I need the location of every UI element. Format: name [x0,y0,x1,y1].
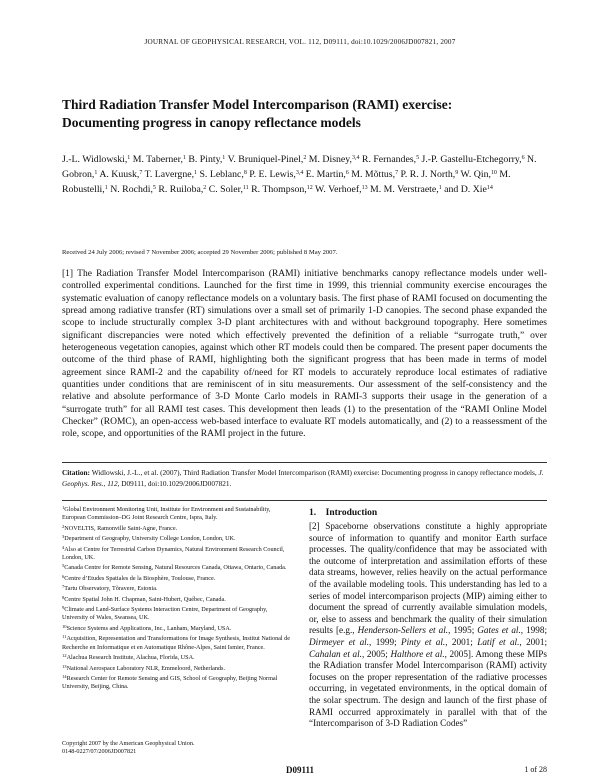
footnote-text: Also at Centre for Terrestrial Carbon Dynamics, Natural Environment Research Council, London, UK. [62,545,285,562]
author-affiliation-mark: 6 [345,169,349,176]
author-name: P. E. Lewis, [249,168,296,180]
footnote-text: Global Environment Monitoring Unit, Institute for Environment and Sustainability, European Commission–DG Joint Research Centre, Ispra, Italy. [62,506,271,522]
section-heading-introduction: 1. Introduction [309,508,378,518]
author-affiliation-mark: 7 [395,169,399,176]
author [188,154,225,165]
citation-journal: J. Geophys. Res., [62,468,544,488]
footnote [62,623,294,633]
citation-text: Widlowski, J.-L., et al. (2007), Third Radiation Transfer Model Intercomparison (RAMI) exercise: Documenting progress in canopy reflectance models, [91,468,537,477]
footnote [62,523,294,533]
copyright-line: Copyright 2007 by the American Geophysical Union. [62,740,195,747]
footnote [62,573,294,583]
article-title: Third Radiation Transfer Model Intercomparison (RAMI) exercise: Documenting progress in canopy reflectance models [62,97,453,130]
author-affiliation-mark: 7 [139,169,143,176]
author [62,154,130,165]
footnote [62,673,294,692]
author [401,169,459,180]
author-affiliation-mark: 1 [438,184,442,191]
author-name: M. Taberner, [132,154,183,165]
author-affiliation-mark: 1 [182,155,186,161]
author [306,169,349,180]
footnote-number: 8 [62,594,65,600]
footnote-number: 14 [62,673,67,679]
intro-part1: Spaceborne observations constitute a highly appropriate source of information to quantify and monitor Earth surface processes. The quality/confidence that may be associated with the outcome of interpretation and assimilation efforts of these data streams, however, relies heavily on the actual performance of the available modeling tools. This understanding has led to a series of model intercomparison projects (MIP) aiming either to document the spread of currently available simulation models, or, else to assess and benchmark the quality of their simulation results [e.g., [309,521,547,636]
author-name: T. Lavergne, [144,168,195,180]
footnote-number: 3 [62,534,65,540]
footnote [62,504,294,523]
footnote [62,583,294,593]
ref-year: , 1999; [369,636,397,647]
ref-year: , 1995; [448,625,475,636]
footnote-number: 9 [62,605,65,611]
ref-author: Halthore et al. [390,648,445,659]
author-name: W. Verhoef, [315,183,362,195]
footnote [62,594,294,604]
journal-header: JOURNAL OF GEOPHYSICAL RESEARCH, VOL. 112, D09111, doi:10.1029/2006JD007821, 2007 [144,38,456,46]
author [422,154,525,165]
citation [62,467,547,489]
footnote [62,544,294,563]
author-name: S. Leblanc, [199,168,244,180]
author-affiliation-mark: 5 [152,184,156,191]
author-affiliation-mark: 12 [306,184,313,191]
paragraph-marker: [2] [309,521,320,531]
footnote-text: Research Center for Remote Sensing and GIS, School of Geography, Beijing Normal University, Beijing, China. [62,674,278,691]
footnote [62,633,294,652]
footnote-number: 1 [62,505,65,510]
footnote [62,533,294,543]
author [315,184,368,195]
author [249,169,303,180]
author-name: C. Soler, [208,183,243,195]
footnote-number: 11 [62,634,67,640]
footnote-text: Department of Geography, University College London, London, UK. [64,535,236,543]
ref-year: , 2005; [361,648,388,659]
author-affiliation-mark: 11 [242,184,249,191]
author-name: J.-L. Widlowski, [62,154,128,165]
author-affiliation-mark: 1 [104,184,108,191]
author-affiliation-mark: 3,4 [351,155,360,161]
divider-line [62,500,547,501]
author [99,169,142,180]
author-name: W. Qin, [460,168,491,180]
intro-part2: RAdiation transfer Model Intercomparison (RAMI) activity focuses on the proper representation of the radiative processes occurring, in vegetated environments, in the optical domain of the solar spectrum. The design and launch of the first phase of RAMI occurred approximately in parallel with that of the “Intercomparison of 3-D Radiation Codes” [309,660,547,729]
author-name: P. R. J. North, [400,168,456,180]
copyright-code: 0148-0227/07/2006JD007821 [62,748,137,756]
author-name: R. Ruiloba, [158,183,204,195]
author-affiliation-mark: 6 [521,155,525,161]
footnote [62,663,294,673]
author-name: N. Rochdi, [110,183,153,195]
ref-author: Dirmeyer et al. [309,636,370,647]
footnote-number: 5 [62,563,65,569]
author [351,169,398,180]
author [461,169,497,180]
author-name: R. Fernandes, [361,154,417,165]
footnote-text: Tartu Observatory, Tõravere, Estonia. [64,585,158,593]
author [444,184,493,195]
author-name: R. Thompson, [251,183,307,195]
author-affiliation-mark: 9 [455,169,459,176]
citation-doi: D09111, doi:10.1029/2006JD007821. [121,479,232,488]
author-affiliation-mark: 1 [94,169,98,176]
page-number: 1 of 28 [524,765,547,774]
author-list [62,152,547,196]
introduction-text [309,521,547,730]
author-affiliation-mark: 3,4 [295,169,304,176]
author [251,184,313,195]
author-name: M. Disney, [308,154,352,165]
author [228,154,307,165]
footnote [62,652,294,662]
author [362,154,419,165]
ref-year: , 2005]. Among these MIPs the [309,648,547,671]
author [309,154,360,165]
abstract [62,268,547,441]
abstract-text: The Radiation Transfer Model Intercomparison (RAMI) initiative benchmarks canopy reflectance models under well-controlled experimental conditions. Launched for the first time in 1999, this triennial community exercise encourages the systematic evaluation of canopy reflectance models on a voluntary basis. The first phase of RAMI focused on documenting the spread among radiative transfer (RT) simulations over a small set of primarily 1-D canopies. The second phase expanded the scope to include structurally complex 3-D plant architectures with and without background topography. Here sometimes significant discrepancies were noted which effectively prevented the definition of a reliable “surrogate truth,” over heterogeneous vegetation canopies, against which other RT models could then be compared. The present paper documents the outcome of the third phase of RAMI, highlighting both the significant progress that has been made in terms of model agreement since RAMI-2 and the capability of/need for RT models to accurately reproduce local estimates of radiative quantities under conditions that are reminiscent of in situ measurements. Our assessment of the self-consistency and the relative and absolute performance of 3-D Monte Carlo models in RAMI-3 supports their usage in the generation of a “surrogate truth” for all RAMI test cases. This development then leads (1) to the presentation of the “RAMI Online Model Checker” (ROMC), an open-access web-based interface to evaluate RT models automatically, and (2) to a reassessment of the role, scope, and opportunities of the RAMI project in the future. [62,269,547,440]
footnote-text: Climate and Land-Surface Systems Interaction Centre, Department of Geography, University of Wales, Swansea, UK. [62,606,268,622]
ref-author: Gates et al. [477,625,521,636]
author-name: M. Mõttus, [351,168,396,180]
author-affiliation-mark: 13 [361,184,368,191]
citation-volume: 112, [107,479,120,488]
author [209,184,249,195]
ref-author: Henderson-Sellers et al. [357,625,449,636]
footnote-text: National Aerospace Laboratory NLR, Emmeloord, Netherlands. [66,664,226,672]
copyright-notice [62,740,294,757]
footnote-number: 7 [62,584,65,590]
author-affiliation-mark: 1 [222,155,226,161]
author [133,154,186,165]
author-name: M. Robustelli, [62,168,511,195]
ref-year: , 2001; [519,636,548,647]
citation-label: Citation: [62,468,90,477]
received-dates: Received 24 July 2006; revised 7 November 2006; accepted 29 November 2006; published 8 May 2007. [62,249,338,256]
author-name: J.-P. Gastellu-Etchegorry, [421,154,522,165]
author [370,184,442,195]
author-affiliation-mark: 1 [194,169,198,176]
footnote-number: 2 [62,523,65,529]
affiliation-footnotes [62,504,294,692]
author-affiliation-mark: 1 [127,155,131,161]
author [199,169,246,180]
footnote-text: Centre d’Etudes Spatiales de la Biosphère, Toulouse, France. [64,574,216,582]
author-name: N. Gobron, [62,154,537,180]
author-affiliation-mark: 14 [486,184,493,191]
footnote-text: Centre Spatial John H. Chapman, Saint-Hubert, Québec, Canada. [64,595,226,603]
author-name: V. Bruniquel-Pinel, [227,154,304,165]
author [145,169,197,180]
author-name: M. M. Verstraete, [370,183,439,195]
author-name: and D. Xie [444,183,487,195]
divider-line [62,462,547,463]
page-id: D09111 [285,765,314,775]
footnote-number: 12 [62,653,67,659]
ref-year: , 2001; [445,636,473,647]
footnote-text: Canada Centre for Remote Sensing, Natural Resources Canada, Ottawa, Ontario, Canada. [64,564,287,572]
author-name: B. Pinty, [188,154,223,165]
footnote [62,604,294,623]
abstract-marker: [1] [62,269,74,279]
footnote [62,562,294,572]
author-affiliation-mark: 2 [303,155,307,161]
author-affiliation-mark: 5 [416,155,420,161]
footnote-number: 10 [62,623,67,629]
ref-author: Latif et al. [477,636,520,647]
footnote-number: 4 [62,544,65,550]
author [158,184,206,195]
footnote-text: Acquisition, Representation and Transformations for Image Synthesis, Institut National de Recherche en Informatique et en Automatique Rhône-Alpes, Saint Ismier, France. [62,635,291,651]
author-name: E. Martin, [305,168,346,180]
ref-author: Pinty et al. [401,636,446,647]
footnote-number: 6 [62,573,65,579]
footnote-text: Science Systems and Applications, Inc., Lanham, Maryland, USA. [66,624,232,632]
author-affiliation-mark: 8 [243,169,247,176]
footnote-text: NOVELTIS, Ramonville Saint-Agne, France. [64,524,178,532]
author-name: A. Kuusk, [99,168,140,180]
author-affiliation-mark: 2 [203,184,207,191]
author [110,184,156,195]
author-affiliation-mark: 10 [490,169,497,176]
ref-year: , 1998; [520,625,547,636]
footnote-number: 13 [62,663,67,669]
footnote-text: Alachua Research Institute, Alachua, Florida, USA. [66,654,195,662]
ref-author: Cahalan et al. [309,648,362,659]
